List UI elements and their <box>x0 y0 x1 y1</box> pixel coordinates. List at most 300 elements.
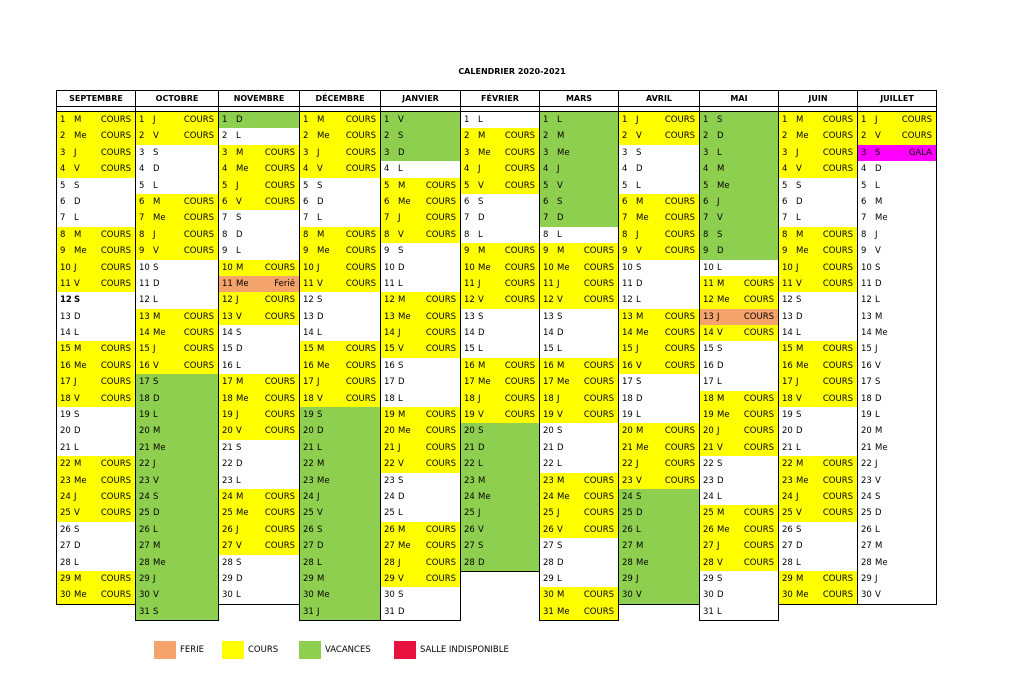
day-number: 26 <box>543 524 554 535</box>
day-number: 25 <box>60 508 71 519</box>
day-event: COURS <box>743 410 774 421</box>
day-event: COURS <box>743 442 774 453</box>
day-cell <box>219 440 299 456</box>
day-cell <box>461 522 539 538</box>
day-number: 28 <box>782 557 793 568</box>
day-number: 2 <box>622 131 628 142</box>
day-event: COURS <box>664 196 695 207</box>
day-cell <box>57 292 135 308</box>
day-cell <box>700 309 778 325</box>
day-number: 21 <box>622 442 633 453</box>
day-number: 10 <box>60 262 71 273</box>
day-number: 17 <box>384 377 395 388</box>
weekday: M <box>153 196 161 207</box>
day-event: COURS <box>822 393 853 404</box>
day-cell <box>858 555 936 571</box>
day-number: 22 <box>861 459 872 470</box>
weekday: L <box>317 213 322 224</box>
day-event: COURS <box>664 426 695 437</box>
day-cell <box>700 587 778 603</box>
day-cell <box>858 292 936 308</box>
month-column-8 <box>699 90 779 621</box>
weekday: Me <box>557 262 570 273</box>
day-cell <box>381 227 460 243</box>
weekday: J <box>153 229 156 240</box>
day-event: COURS <box>345 115 376 125</box>
weekday: Me <box>317 360 330 371</box>
day-number: 24 <box>464 491 475 502</box>
day-number: 20 <box>703 426 714 437</box>
day-number: 23 <box>60 475 71 486</box>
weekday: Me <box>875 442 888 453</box>
day-cell <box>858 260 936 276</box>
weekday: J <box>317 606 320 617</box>
day-cell <box>57 374 135 390</box>
weekday: M <box>74 459 82 470</box>
day-event: COURS <box>345 131 376 142</box>
day-number: 18 <box>543 393 554 404</box>
day-event: COURS <box>583 360 614 371</box>
day-number: 13 <box>60 311 71 322</box>
weekday: V <box>478 524 484 535</box>
day-number: 9 <box>782 246 788 257</box>
weekday: M <box>236 491 244 502</box>
weekday: M <box>317 344 325 355</box>
day-number: 6 <box>782 196 788 207</box>
day-cell <box>381 538 460 554</box>
day-cell <box>136 341 218 357</box>
day-cell <box>57 407 135 423</box>
day-cell <box>381 341 460 357</box>
day-number: 14 <box>703 328 714 339</box>
day-cell <box>619 341 699 357</box>
day-cell <box>219 391 299 407</box>
day-number: 5 <box>384 180 390 191</box>
weekday: S <box>236 328 242 339</box>
weekday: Me <box>717 180 730 191</box>
day-cell <box>300 309 380 325</box>
day-cell <box>136 194 218 210</box>
day-number: 25 <box>703 508 714 519</box>
day-cell <box>461 407 539 423</box>
weekday: V <box>557 180 563 191</box>
weekday: D <box>636 164 643 175</box>
weekday: M <box>236 377 244 388</box>
day-cell <box>779 112 857 128</box>
weekday: D <box>236 344 243 355</box>
day-number: 24 <box>60 491 71 502</box>
day-cell <box>540 456 618 472</box>
day-cell <box>136 440 218 456</box>
weekday: V <box>796 508 802 519</box>
day-cell <box>700 210 778 226</box>
weekday: V <box>557 295 563 306</box>
day-number: 21 <box>861 442 872 453</box>
day-cell <box>219 178 299 194</box>
weekday: S <box>74 180 80 191</box>
day-cell <box>136 210 218 226</box>
day-cell <box>779 145 857 161</box>
day-cell <box>858 505 936 521</box>
day-event: COURS <box>822 131 853 142</box>
day-event: COURS <box>183 115 214 125</box>
day-cell <box>779 538 857 554</box>
weekday: S <box>398 246 404 257</box>
weekday: M <box>796 344 804 355</box>
day-event: COURS <box>183 229 214 240</box>
weekday: M <box>717 508 725 519</box>
weekday: J <box>74 491 77 502</box>
day-event: COURS <box>100 491 131 502</box>
day-number: 29 <box>703 573 714 584</box>
day-number: 28 <box>139 557 150 568</box>
day-cell <box>858 587 936 603</box>
day-cell <box>300 243 380 259</box>
day-number: 10 <box>464 262 475 273</box>
weekday: M <box>398 295 406 306</box>
day-cell <box>619 440 699 456</box>
day-number: 26 <box>464 524 475 535</box>
day-event: COURS <box>425 573 456 584</box>
weekday: D <box>478 442 485 453</box>
weekday: J <box>153 344 156 355</box>
weekday: L <box>636 295 641 306</box>
weekday: V <box>236 541 242 552</box>
day-cell <box>700 341 778 357</box>
weekday: D <box>875 164 882 175</box>
weekday: Me <box>875 328 888 339</box>
day-cell <box>300 260 380 276</box>
weekday: M <box>557 131 565 142</box>
day-number: 9 <box>303 246 309 257</box>
day-event: COURS <box>583 491 614 502</box>
day-cell <box>57 341 135 357</box>
day-cell <box>700 391 778 407</box>
day-number: 12 <box>303 295 314 306</box>
day-cell <box>700 423 778 439</box>
weekday: Me <box>717 410 730 421</box>
day-cell <box>57 227 135 243</box>
weekday: M <box>74 115 82 125</box>
day-event: COURS <box>264 541 295 552</box>
day-event: COURS <box>583 606 614 617</box>
day-number: 14 <box>543 328 554 339</box>
day-number: 14 <box>464 328 475 339</box>
day-number: 6 <box>222 196 228 207</box>
day-number: 8 <box>222 229 228 240</box>
weekday: M <box>236 147 244 158</box>
day-number: 17 <box>861 377 872 388</box>
day-number: 12 <box>861 295 872 306</box>
day-number: 26 <box>861 524 872 535</box>
weekday: M <box>717 164 725 175</box>
day-number: 29 <box>222 573 233 584</box>
day-number: 23 <box>861 475 872 486</box>
day-event: COURS <box>504 377 535 388</box>
day-cell <box>57 456 135 472</box>
day-event: COURS <box>822 459 853 470</box>
day-number: 12 <box>543 295 554 306</box>
day-cell <box>300 505 380 521</box>
day-cell <box>300 112 380 128</box>
weekday: S <box>717 459 723 470</box>
weekday: V <box>153 360 159 371</box>
weekday: V <box>398 573 404 584</box>
day-event: COURS <box>822 246 853 257</box>
day-number: 21 <box>303 442 314 453</box>
day-number: 19 <box>861 410 872 421</box>
day-cell <box>219 374 299 390</box>
weekday: D <box>236 459 243 470</box>
day-event: COURS <box>583 295 614 306</box>
day-cell <box>540 309 618 325</box>
day-event: COURS <box>100 590 131 601</box>
day-event: COURS <box>664 328 695 339</box>
weekday: Me <box>717 524 730 535</box>
weekday: M <box>717 278 725 289</box>
weekday: V <box>636 246 642 257</box>
day-cell <box>300 587 380 603</box>
day-number: 1 <box>60 115 66 125</box>
day-number: 15 <box>60 344 71 355</box>
day-cell <box>381 456 460 472</box>
day-cell <box>219 145 299 161</box>
day-cell <box>858 522 936 538</box>
day-cell <box>57 423 135 439</box>
day-event: COURS <box>664 311 695 322</box>
day-cell <box>700 538 778 554</box>
day-number: 25 <box>384 508 395 519</box>
day-number: 26 <box>384 524 395 535</box>
day-number: 16 <box>782 360 793 371</box>
day-number: 28 <box>703 557 714 568</box>
day-event: COURS <box>504 164 535 175</box>
day-number: 4 <box>861 164 867 175</box>
day-cell <box>300 407 380 423</box>
weekday: Me <box>478 147 491 158</box>
weekday: J <box>636 115 639 125</box>
day-cell <box>57 276 135 292</box>
month-header: AVRIL <box>619 91 699 107</box>
day-cell <box>461 145 539 161</box>
day-cell <box>700 161 778 177</box>
day-cell <box>779 456 857 472</box>
day-number: 23 <box>303 475 314 486</box>
weekday: S <box>875 491 881 502</box>
weekday: L <box>74 328 79 339</box>
day-number: 7 <box>222 213 228 224</box>
day-cell <box>57 243 135 259</box>
day-cell <box>700 178 778 194</box>
day-cell <box>57 440 135 456</box>
weekday: S <box>317 180 323 191</box>
weekday: D <box>398 262 405 273</box>
day-number: 19 <box>60 410 71 421</box>
day-event: COURS <box>743 328 774 339</box>
weekday: L <box>74 213 79 224</box>
weekday: L <box>317 328 322 339</box>
weekday: L <box>717 491 722 502</box>
day-number: 26 <box>622 524 633 535</box>
day-number: 8 <box>384 229 390 240</box>
weekday: J <box>317 377 320 388</box>
weekday: L <box>557 115 562 125</box>
day-cell <box>136 391 218 407</box>
day-cell <box>57 210 135 226</box>
day-cell <box>136 145 218 161</box>
day-event: COURS <box>822 164 853 175</box>
day-number: 25 <box>782 508 793 519</box>
weekday: M <box>317 229 325 240</box>
day-number: 6 <box>703 196 709 207</box>
day-number: 3 <box>861 147 867 158</box>
weekday: S <box>398 360 404 371</box>
day-cell <box>136 292 218 308</box>
weekday: Me <box>153 213 166 224</box>
day-cell <box>700 128 778 144</box>
day-number: 6 <box>464 196 470 207</box>
day-number: 19 <box>303 410 314 421</box>
day-cell <box>136 587 218 603</box>
calendar-title: CALENDRIER 2020-2021 <box>458 67 566 76</box>
weekday: Me <box>478 262 491 273</box>
day-cell <box>858 391 936 407</box>
legend-swatch <box>222 641 244 659</box>
day-event: COURS <box>345 246 376 257</box>
day-cell <box>619 374 699 390</box>
day-cell <box>779 243 857 259</box>
day-cell <box>300 210 380 226</box>
weekday: L <box>74 557 79 568</box>
day-number: 24 <box>622 491 633 502</box>
day-event: COURS <box>100 459 131 470</box>
legend-label: SALLE INDISPONIBLE <box>420 645 509 655</box>
weekday: D <box>557 442 564 453</box>
day-number: 29 <box>782 573 793 584</box>
day-number: 10 <box>303 262 314 273</box>
weekday: D <box>717 360 724 371</box>
day-cell <box>858 571 936 587</box>
day-number: 13 <box>782 311 793 322</box>
day-event: COURS <box>743 295 774 306</box>
day-number: 2 <box>464 131 470 142</box>
day-event: COURS <box>425 442 456 453</box>
day-cell <box>779 341 857 357</box>
weekday: S <box>74 410 80 421</box>
day-number: 18 <box>782 393 793 404</box>
day-event: COURS <box>100 393 131 404</box>
day-number: 16 <box>303 360 314 371</box>
weekday: D <box>398 377 405 388</box>
weekday: L <box>153 524 158 535</box>
day-cell <box>779 227 857 243</box>
day-number: 24 <box>782 491 793 502</box>
day-event: COURS <box>743 524 774 535</box>
day-number: 20 <box>384 426 395 437</box>
day-cell <box>461 260 539 276</box>
day-number: 2 <box>861 131 867 142</box>
day-number: 10 <box>622 262 633 273</box>
day-cell <box>461 178 539 194</box>
day-number: 9 <box>543 246 549 257</box>
month-column-6 <box>539 90 619 621</box>
legend-swatch <box>299 641 321 659</box>
day-event: COURS <box>100 246 131 257</box>
weekday: S <box>636 262 642 273</box>
day-number: 23 <box>622 475 633 486</box>
day-number: 23 <box>782 475 793 486</box>
day-cell <box>700 456 778 472</box>
day-cell <box>57 112 135 128</box>
day-number: 11 <box>384 278 395 289</box>
day-number: 19 <box>222 410 233 421</box>
day-event: COURS <box>664 360 695 371</box>
weekday: L <box>796 557 801 568</box>
day-event: COURS <box>822 278 853 289</box>
weekday: L <box>398 278 403 289</box>
day-cell <box>858 325 936 341</box>
day-number: 12 <box>703 295 714 306</box>
day-cell <box>57 178 135 194</box>
day-cell <box>381 145 460 161</box>
day-cell <box>136 555 218 571</box>
weekday: L <box>557 344 562 355</box>
weekday: J <box>557 393 560 404</box>
day-event: COURS <box>100 377 131 388</box>
day-cell <box>461 341 539 357</box>
day-cell <box>700 571 778 587</box>
day-event: COURS <box>100 115 131 125</box>
weekday: Me <box>557 606 570 617</box>
day-number: 5 <box>60 180 66 191</box>
day-number: 7 <box>782 213 788 224</box>
day-number: 22 <box>222 459 233 470</box>
day-cell <box>540 243 618 259</box>
day-number: 16 <box>703 360 714 371</box>
day-number: 17 <box>222 377 233 388</box>
weekday: S <box>236 557 242 568</box>
weekday: L <box>636 180 641 191</box>
day-number: 23 <box>139 475 150 486</box>
day-event: COURS <box>100 131 131 142</box>
legend-label: COURS <box>248 645 279 655</box>
day-cell <box>858 227 936 243</box>
day-cell <box>136 161 218 177</box>
month-column-2 <box>218 90 300 605</box>
weekday: D <box>875 278 882 289</box>
day-cell <box>300 440 380 456</box>
day-event: COURS <box>822 115 853 125</box>
day-cell <box>700 145 778 161</box>
weekday: L <box>875 180 880 191</box>
month-header: JUIN <box>779 91 857 107</box>
day-number: 3 <box>622 147 628 158</box>
day-cell <box>700 473 778 489</box>
day-number: 19 <box>703 410 714 421</box>
day-cell <box>219 128 299 144</box>
weekday: V <box>717 557 723 568</box>
weekday: V <box>398 229 404 240</box>
day-number: 8 <box>60 229 66 240</box>
day-cell <box>779 571 857 587</box>
day-cell <box>540 227 618 243</box>
weekday: Me <box>557 377 570 388</box>
day-number: 17 <box>543 377 554 388</box>
weekday: Me <box>153 328 166 339</box>
day-number: 21 <box>384 442 395 453</box>
month-header: MARS <box>540 91 618 107</box>
day-event: COURS <box>822 229 853 240</box>
